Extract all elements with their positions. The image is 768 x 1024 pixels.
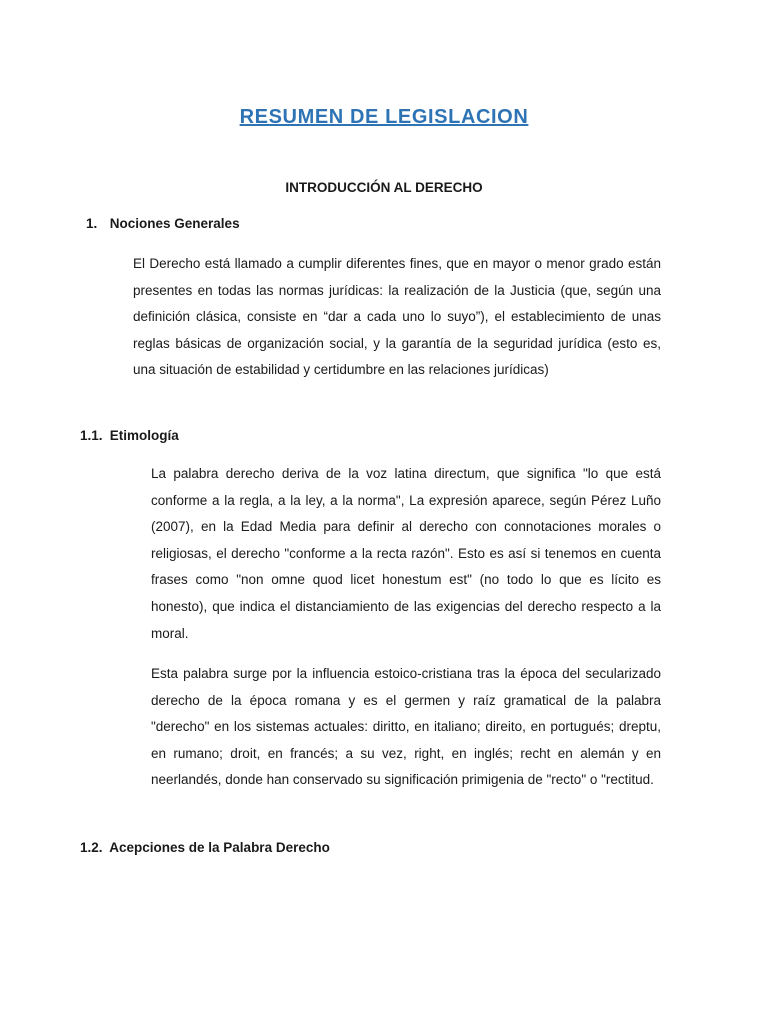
section-number: 1.1. [80, 428, 103, 443]
paragraph-etimologia-1: La palabra derecho deriva de la voz latina directum, que significa "lo que está conforme a la regla, a la ley, a la norma", La expresión aparece, según Pérez Luño (2007), en la Edad Media para definir al derecho con connotaciones morales o religiosas, el derecho "conforme a la recta razón". Esto es así si tenemos en cuenta frases como "non omne quod licet honestum est" (no todo lo que es lícito es honesto), que indica el distanciamiento de las exigencias del derecho respecto a la moral. [151, 466, 661, 641]
section-number: 1.2. [80, 840, 103, 855]
section-heading-acepciones [80, 840, 330, 855]
paragraph-etimologia-2: Esta palabra surge por la influencia estoico-cristiana tras la época del secularizado derecho de la época romana y es el germen y raíz gramatical de la palabra "derecho" en los sistemas actuales: diritto, en italiano; direito, en portugués; dreptu, en rumano; droit, en francés; a su vez, right, en inglés; recht en alemán y en neerlandés, donde han conservado su significación primigenia de "recto" o "rectitud. [151, 666, 661, 788]
section-heading-etimologia [80, 428, 179, 443]
section-number: 1. [86, 216, 98, 231]
section-title: Etimología [109, 428, 179, 443]
section-title: Nociones Generales [109, 216, 240, 231]
section-heading-nociones-generales [86, 216, 240, 231]
document-subtitle: INTRODUCCIÓN AL DERECHO [285, 180, 483, 195]
document-title: RESUMEN DE LEGISLACION [239, 106, 529, 128]
section-title: Acepciones de la Palabra Derecho [109, 840, 330, 855]
paragraph-nociones-generales: El Derecho está llamado a cumplir diferentes fines, que en mayor o menor grado están presentes en todas las normas jurídicas: la realización de la Justicia (que, según una definición clásica, consiste en “dar a cada uno lo suyo”), el establecimiento de unas reglas básicas de organización social, y la garantía de la seguridad jurídica (esto es, una situación de estabilidad y certidumbre en las relaciones jurídicas) [133, 256, 661, 378]
